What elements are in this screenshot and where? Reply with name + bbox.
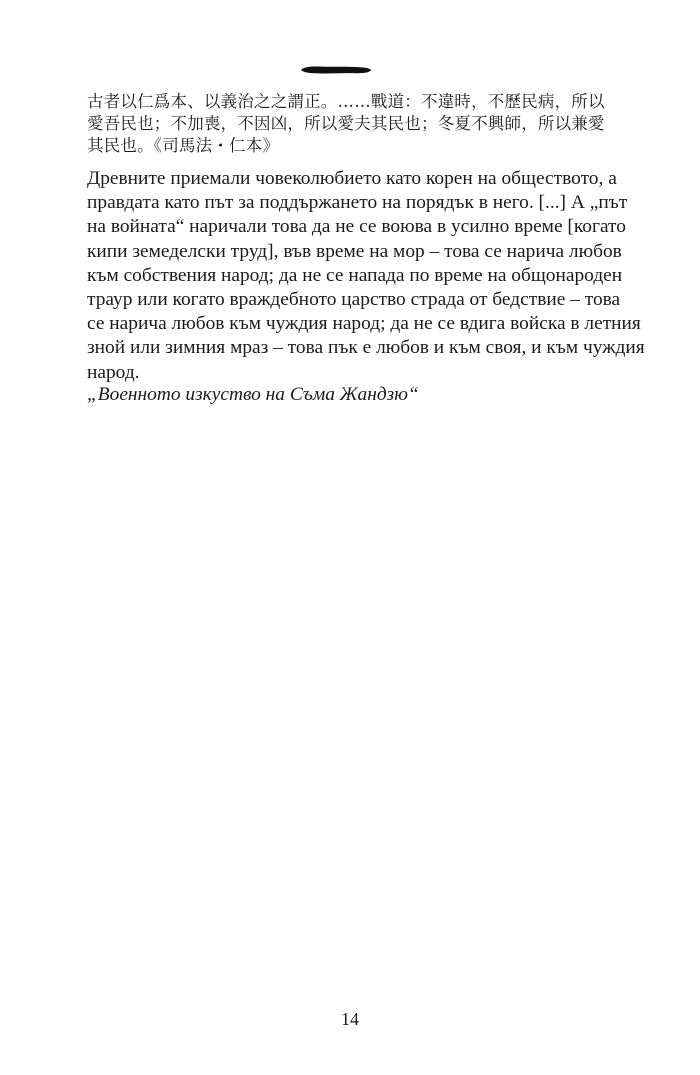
translation-line: на войната“ наричали това да не се воюва в усилно време [когато: [87, 216, 626, 238]
translation-line: Древните приемали човеколюбието като корен на обществото, а: [87, 168, 617, 189]
chinese-quote: [87, 91, 614, 157]
translation-line: кипи земеделски труд], във време на мор – това се нарича любов: [87, 240, 622, 262]
page-number: 14: [341, 1009, 359, 1029]
translation-line: зной или зимния мраз – това пък е любов и към своя, и към чуждия: [87, 337, 645, 359]
chinese-quote-line: 愛吾民也；不加喪，不因凶，所以愛夫其民也；冬夏不興師，所以兼愛: [87, 114, 605, 133]
chinese-quote-line: 其民也。《司馬法・仁本》: [87, 136, 280, 155]
chinese-quote-line: 古者以仁爲本、以義治之之謂正。……戰道：不違時，不歷民病，所以: [87, 92, 605, 111]
translation-line: траур или когато враждебното царство страда от бедствие – това: [87, 289, 621, 311]
bulgarian-translation: [87, 167, 645, 385]
translation-line: към собствения народ; да не се напада по време на общонароден: [87, 264, 623, 286]
brush-stroke-ornament: [300, 64, 372, 76]
source-attribution: „Военното изкуство на Съма Жандзю“: [87, 384, 419, 405]
translation-line: правдата като път за поддържането на порядък в него. [...] А „път: [87, 192, 628, 214]
translation-line: се нарича любов към чуждия народ; да не се вдига войска в летния: [87, 313, 641, 335]
translation-line: народ.: [87, 361, 140, 383]
